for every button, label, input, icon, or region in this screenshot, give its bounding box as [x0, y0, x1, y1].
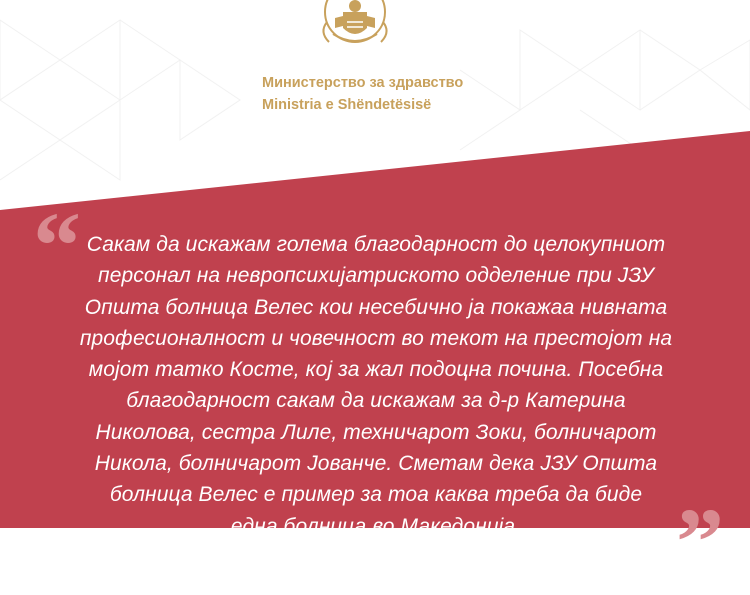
closing-quote-icon: ”: [676, 488, 724, 595]
quote-line: Никола, болничарот Јованче. Сметам дека ЈЗУ Општа: [94, 452, 658, 476]
quote-line: една болница во Македонија.: [230, 514, 522, 538]
coat-of-arms-icon: [313, 0, 397, 48]
opening-quote-icon: “: [33, 192, 81, 299]
ministry-name: [262, 72, 463, 116]
quote-line: Општа болница Велес кои несебично ја покажаа нивната: [84, 295, 668, 319]
quote-line: мојот татко Косте, кој за жал подоцна почина. Посебна: [88, 358, 664, 382]
ministry-name-sq: Ministria e Shëndetësisë: [262, 97, 432, 113]
quote-line: Сакам да искажам голема благодарност до целокупниот: [86, 233, 666, 256]
quote-line: персонал на невропсихијатриското одделение при ЈЗУ: [98, 264, 654, 288]
quote-line: благодарност сакам да искажам за д-р Катерина: [126, 389, 626, 413]
quote-line: професионалност и човечност во текот на престојот на: [79, 326, 673, 350]
ministry-name-mk: Министерство за здравство: [262, 75, 464, 91]
quote-line: Николова, сестра Лиле, техничарот Зоки, болничарот: [95, 420, 657, 444]
testimonial-quote: [52, 229, 700, 542]
quote-line: болница Велес е пример за тоа каква треба да биде: [109, 483, 643, 507]
